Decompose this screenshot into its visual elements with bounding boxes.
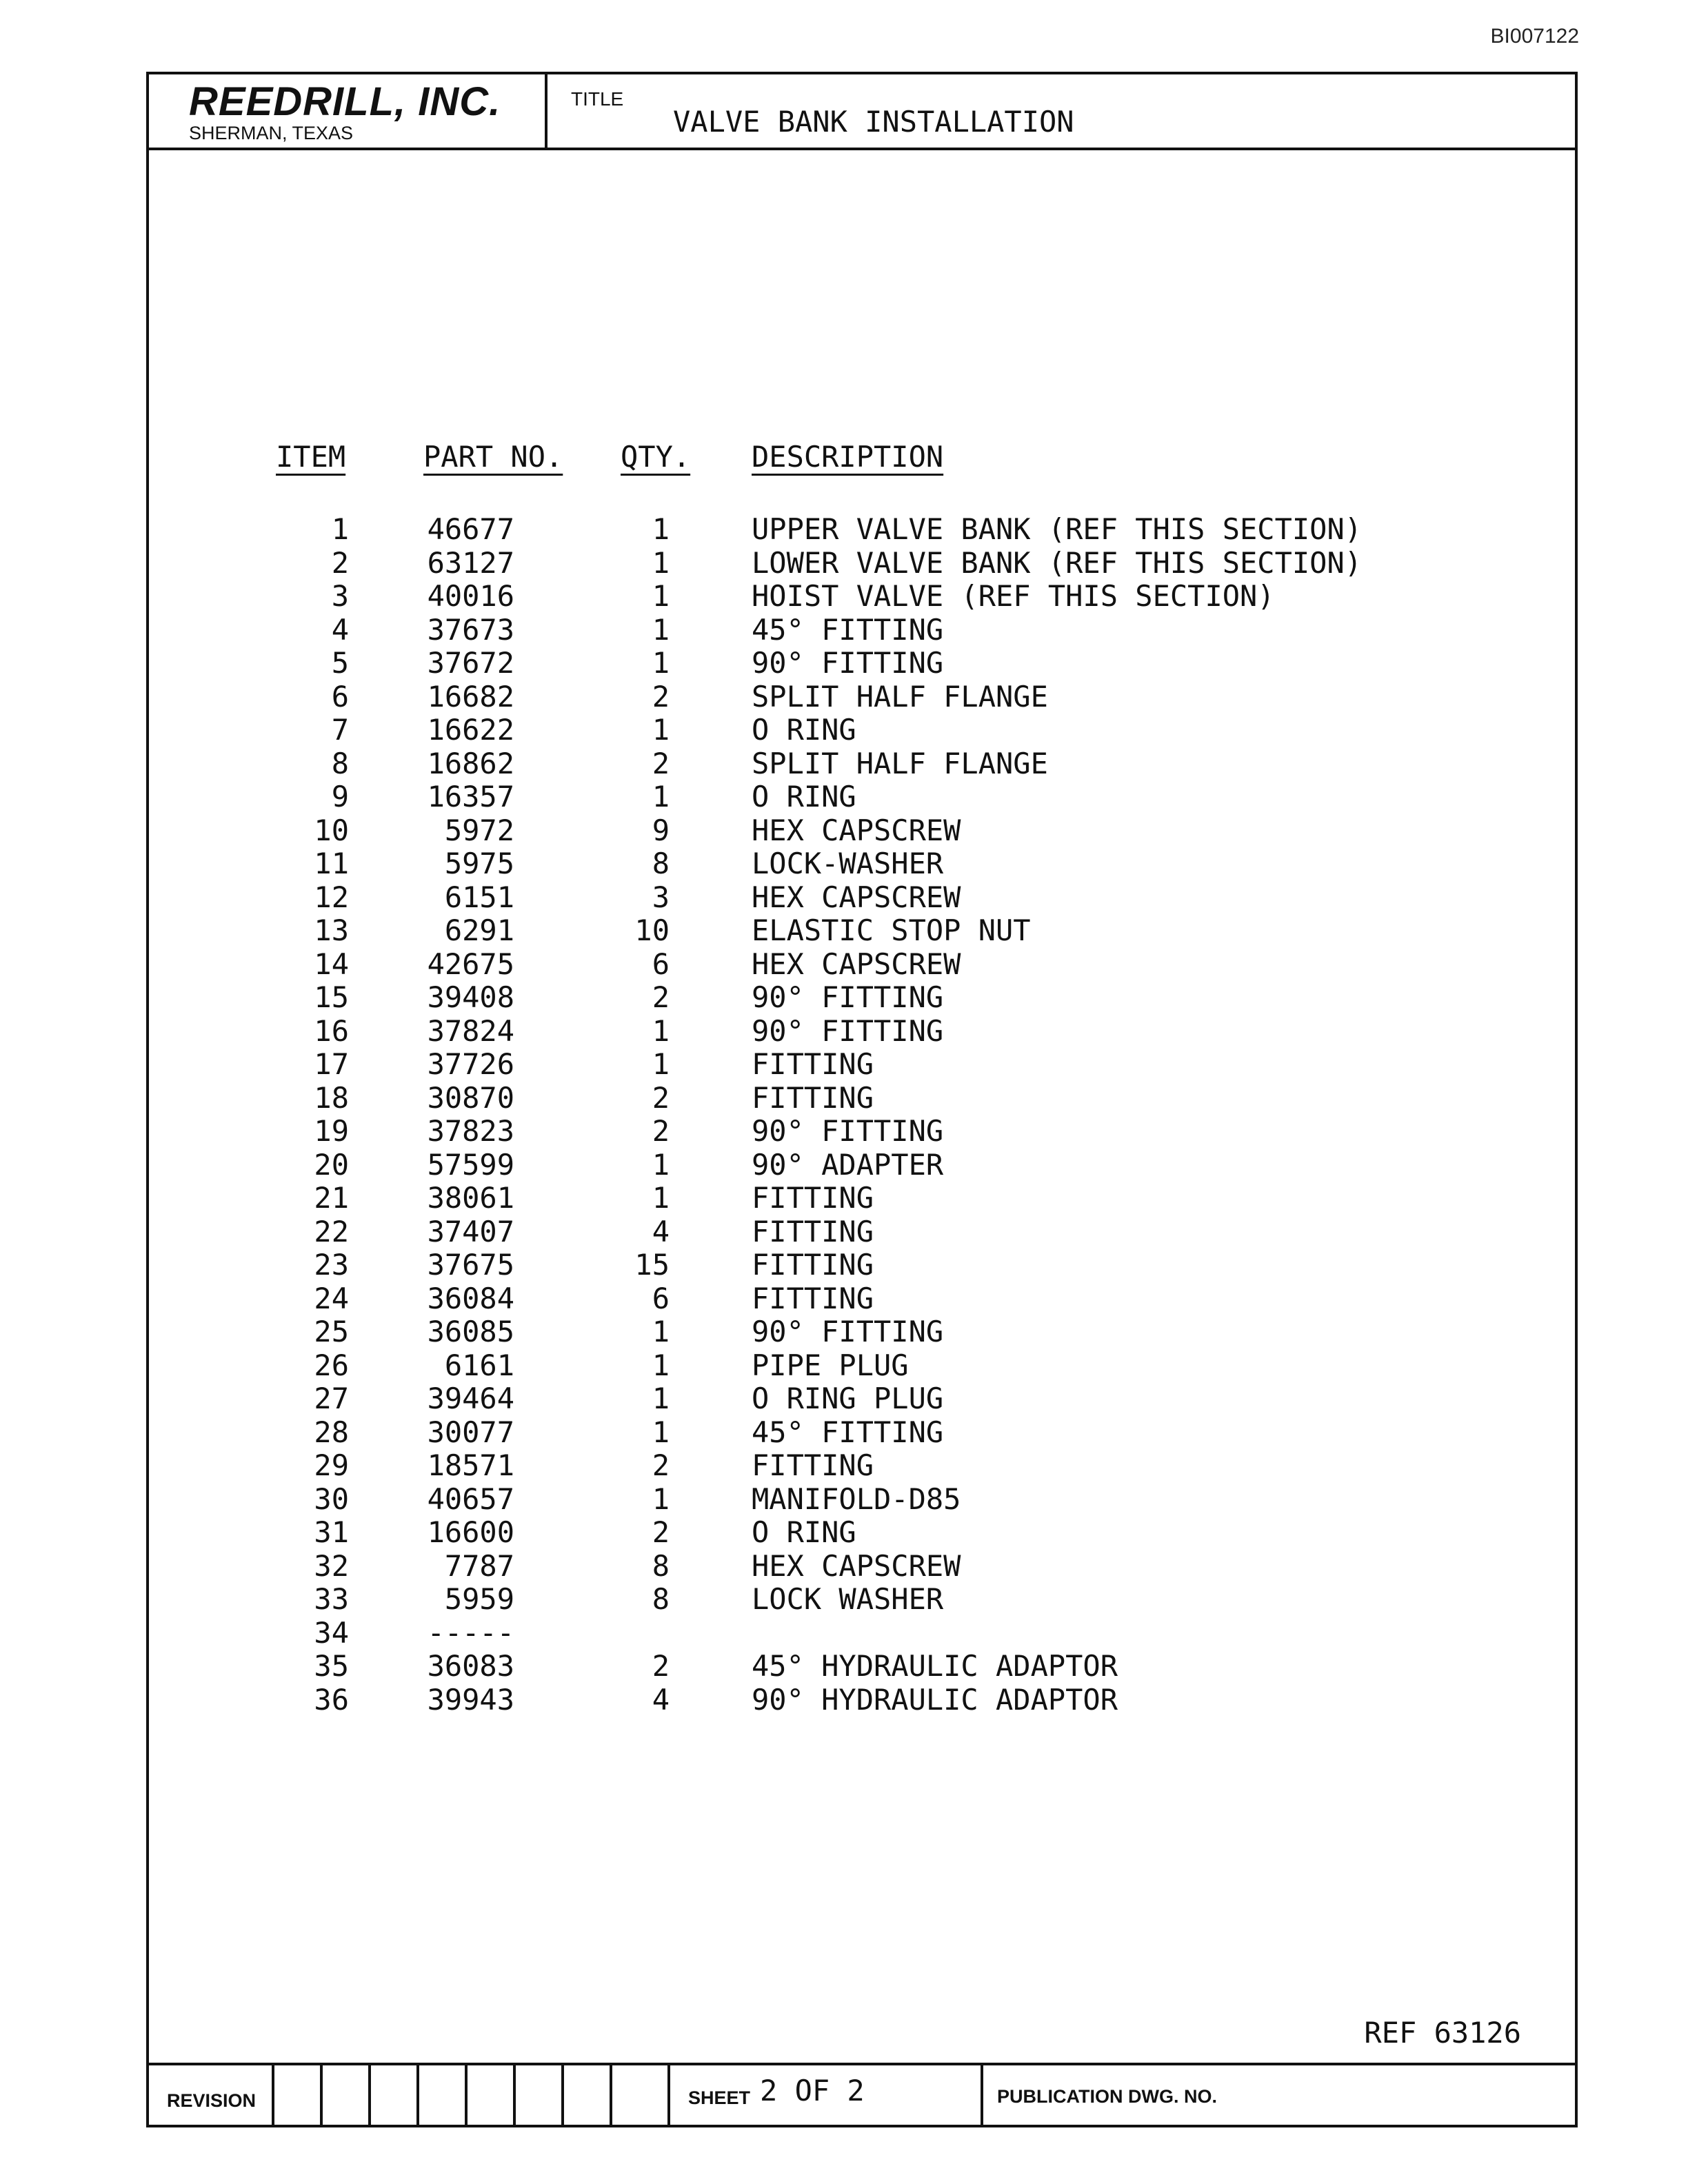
parts-row	[149, 1449, 1575, 1483]
part-number: 37824	[427, 1013, 514, 1048]
parts-row	[149, 647, 1575, 680]
revision-box	[610, 2065, 658, 2125]
item-number: 32	[314, 1548, 349, 1583]
parts-row	[149, 747, 1575, 781]
description: SPLIT HALF FLANGE	[752, 746, 1048, 780]
parts-row	[149, 914, 1575, 948]
item-number: 34	[314, 1615, 349, 1650]
parts-row	[149, 1048, 1575, 1082]
quantity: 1	[652, 579, 670, 613]
revision-box	[513, 2065, 561, 2125]
part-number: 63127	[427, 545, 514, 580]
parts-row	[149, 547, 1575, 580]
parts-row	[149, 680, 1575, 714]
publication-dwg-label: PUBLICATION DWG. NO.	[997, 2086, 1217, 2107]
header-qty: QTY.	[621, 440, 691, 474]
revision-box	[561, 2065, 610, 2125]
quantity: 2	[652, 1649, 670, 1683]
item-number: 26	[314, 1348, 349, 1382]
part-number: 16682	[427, 679, 514, 714]
item-number: 7	[331, 713, 349, 747]
description: HEX CAPSCREW	[752, 813, 961, 847]
item-number: 30	[314, 1482, 349, 1516]
item-number: 12	[314, 880, 349, 914]
item-number: 36	[314, 1682, 349, 1717]
quantity: 1	[652, 1147, 670, 1182]
part-number: 7787	[444, 1548, 514, 1583]
quantity: 2	[652, 1114, 670, 1148]
part-number: 36084	[427, 1281, 514, 1315]
parts-row	[149, 1149, 1575, 1182]
description: FITTING	[752, 1448, 874, 1482]
quantity: 1	[652, 1181, 670, 1215]
part-number: 37672	[427, 646, 514, 680]
description: 45° HYDRAULIC ADAPTOR	[752, 1649, 1118, 1683]
item-number: 18	[314, 1080, 349, 1115]
parts-row	[149, 1082, 1575, 1115]
parts-list	[149, 513, 1575, 1717]
parts-row	[149, 814, 1575, 848]
quantity: 1	[652, 780, 670, 813]
parts-row	[149, 614, 1575, 647]
parts-row	[149, 1382, 1575, 1416]
parts-row	[149, 1583, 1575, 1617]
description: ELASTIC STOP NUT	[752, 913, 1031, 947]
revision-box	[320, 2065, 368, 2125]
part-number: 6151	[444, 880, 514, 914]
description: O RING	[752, 1515, 856, 1549]
item-number: 27	[314, 1382, 349, 1415]
part-number: 5972	[444, 813, 514, 847]
company-name: REEDRILL, INC.	[189, 79, 501, 124]
item-number: 24	[314, 1281, 349, 1315]
description: SPLIT HALF FLANGE	[752, 679, 1048, 714]
part-number: 37407	[427, 1214, 514, 1248]
revision-box	[368, 2065, 416, 2125]
description: 90° HYDRAULIC ADAPTOR	[752, 1682, 1118, 1717]
quantity: 2	[652, 746, 670, 780]
description: MANIFOLD-D85	[752, 1482, 961, 1516]
description: PIPE PLUG	[752, 1348, 909, 1382]
document-title: VALVE BANK INSTALLATION	[673, 105, 1074, 139]
parts-row	[149, 981, 1575, 1015]
parts-row	[149, 1248, 1575, 1282]
title-block	[149, 74, 1575, 150]
item-number: 1	[331, 512, 349, 546]
drawing-frame	[146, 72, 1578, 2127]
item-number: 25	[314, 1315, 349, 1348]
quantity: 6	[652, 947, 670, 981]
description: FITTING	[752, 1080, 874, 1115]
description: O RING	[752, 713, 856, 747]
description: HEX CAPSCREW	[752, 880, 961, 914]
description: 90° FITTING	[752, 1013, 944, 1048]
quantity: 2	[652, 980, 670, 1014]
description: LOWER VALVE BANK (REF THIS SECTION)	[752, 545, 1363, 580]
parts-row	[149, 1315, 1575, 1349]
description: 90° ADAPTER	[752, 1147, 944, 1182]
parts-row	[149, 1550, 1575, 1584]
header-description: DESCRIPTION	[752, 440, 944, 474]
part-number: 18571	[427, 1448, 514, 1482]
quantity: 1	[652, 713, 670, 747]
description: LOCK WASHER	[752, 1582, 944, 1616]
description: HEX CAPSCREW	[752, 947, 961, 981]
quantity: 4	[652, 1214, 670, 1248]
item-number: 5	[331, 646, 349, 680]
item-number: 16	[314, 1013, 349, 1048]
parts-row	[149, 1349, 1575, 1383]
description: FITTING	[752, 1214, 874, 1248]
quantity: 1	[652, 1415, 670, 1449]
quantity: 1	[652, 1348, 670, 1382]
quantity: 4	[652, 1682, 670, 1717]
description: O RING	[752, 780, 856, 813]
header-item: ITEM	[276, 440, 346, 474]
document-id: BI007122	[1490, 25, 1579, 48]
quantity: 6	[652, 1281, 670, 1315]
part-number: 5959	[444, 1582, 514, 1616]
item-number: 20	[314, 1147, 349, 1182]
part-number: 37675	[427, 1248, 514, 1282]
revision-box	[465, 2065, 513, 2125]
item-number: 2	[331, 545, 349, 580]
description: O RING PLUG	[752, 1382, 944, 1415]
part-number: 6291	[444, 913, 514, 947]
sheet-cell	[667, 2065, 983, 2125]
description: FITTING	[752, 1181, 874, 1215]
item-number: 19	[314, 1114, 349, 1148]
parts-row	[149, 1282, 1575, 1316]
item-number: 10	[314, 813, 349, 847]
company-location: SHERMAN, TEXAS	[189, 123, 354, 143]
description: FITTING	[752, 1281, 874, 1315]
parts-row	[149, 780, 1575, 814]
part-number: 57599	[427, 1147, 514, 1182]
quantity: 1	[652, 612, 670, 647]
parts-row	[149, 1650, 1575, 1684]
quantity: 1	[652, 1315, 670, 1348]
item-number: 14	[314, 947, 349, 981]
header-part-no: PART NO.	[423, 440, 563, 474]
description: UPPER VALVE BANK (REF THIS SECTION)	[752, 512, 1363, 546]
parts-row	[149, 1015, 1575, 1049]
quantity: 2	[652, 1080, 670, 1115]
description: HOIST VALVE (REF THIS SECTION)	[752, 579, 1275, 613]
parts-row	[149, 513, 1575, 547]
item-number: 9	[331, 780, 349, 813]
part-number: 6161	[444, 1348, 514, 1382]
reference-number: REF 63126	[1364, 2016, 1521, 2050]
part-number: 16622	[427, 713, 514, 747]
part-number: 37726	[427, 1047, 514, 1081]
quantity: 1	[652, 512, 670, 546]
quantity: 2	[652, 679, 670, 714]
quantity: 3	[652, 880, 670, 914]
part-number: 5975	[444, 847, 514, 880]
description: 90° FITTING	[752, 1114, 944, 1148]
part-number: 37823	[427, 1114, 514, 1148]
part-number: 40016	[427, 579, 514, 613]
description: 45° FITTING	[752, 612, 944, 647]
parts-row	[149, 714, 1575, 747]
part-number: 30870	[427, 1080, 514, 1115]
quantity: 1	[652, 646, 670, 680]
parts-row	[149, 1416, 1575, 1450]
item-number: 6	[331, 679, 349, 714]
part-number: 39943	[427, 1682, 514, 1717]
parts-row	[149, 948, 1575, 982]
part-number: 16600	[427, 1515, 514, 1549]
quantity: 1	[652, 1013, 670, 1048]
item-number: 33	[314, 1582, 349, 1616]
footer-block	[149, 2063, 1575, 2125]
item-number: 21	[314, 1181, 349, 1215]
description: 90° FITTING	[752, 980, 944, 1014]
sheet-value: 2 OF 2	[760, 2074, 865, 2107]
part-number: 16357	[427, 780, 514, 813]
description: 90° FITTING	[752, 1315, 944, 1348]
part-number: 40657	[427, 1482, 514, 1516]
quantity: 1	[652, 545, 670, 580]
part-number: -----	[427, 1615, 514, 1650]
quantity: 8	[652, 1582, 670, 1616]
part-number: 16862	[427, 746, 514, 780]
quantity: 2	[652, 1448, 670, 1482]
quantity: 1	[652, 1482, 670, 1516]
revision-box	[272, 2065, 320, 2125]
quantity: 1	[652, 1382, 670, 1415]
part-number: 38061	[427, 1181, 514, 1215]
description: LOCK-WASHER	[752, 847, 944, 880]
description: FITTING	[752, 1047, 874, 1081]
item-number: 13	[314, 913, 349, 947]
quantity: 8	[652, 1548, 670, 1583]
quantity: 10	[634, 913, 670, 947]
description: HEX CAPSCREW	[752, 1548, 961, 1583]
item-number: 22	[314, 1214, 349, 1248]
revision-label: REVISION	[167, 2090, 257, 2111]
item-number: 35	[314, 1649, 349, 1683]
parts-row	[149, 1684, 1575, 1717]
item-number: 23	[314, 1248, 349, 1282]
revision-box	[416, 2065, 465, 2125]
quantity: 1	[652, 1047, 670, 1081]
part-number: 37673	[427, 612, 514, 647]
parts-row	[149, 1483, 1575, 1517]
parts-row	[149, 1115, 1575, 1149]
quantity: 9	[652, 813, 670, 847]
item-number: 17	[314, 1047, 349, 1081]
item-number: 4	[331, 612, 349, 647]
part-number: 42675	[427, 947, 514, 981]
description: 45° FITTING	[752, 1415, 944, 1449]
quantity: 8	[652, 847, 670, 880]
item-number: 28	[314, 1415, 349, 1449]
description: 90° FITTING	[752, 646, 944, 680]
part-number: 36085	[427, 1315, 514, 1348]
description: FITTING	[752, 1248, 874, 1282]
parts-row	[149, 580, 1575, 614]
parts-row	[149, 847, 1575, 881]
parts-row	[149, 1516, 1575, 1550]
parts-table-header	[149, 440, 1575, 488]
part-number: 36083	[427, 1649, 514, 1683]
sheet-label: SHEET	[688, 2087, 751, 2108]
part-number: 39464	[427, 1382, 514, 1415]
company-cell	[149, 74, 547, 148]
item-number: 15	[314, 980, 349, 1014]
parts-row	[149, 881, 1575, 915]
title-label: TITLE	[571, 88, 624, 110]
parts-row	[149, 1617, 1575, 1650]
part-number: 46677	[427, 512, 514, 546]
item-number: 29	[314, 1448, 349, 1482]
part-number: 39408	[427, 980, 514, 1014]
item-number: 3	[331, 579, 349, 613]
part-number: 30077	[427, 1415, 514, 1449]
item-number: 11	[314, 847, 349, 880]
parts-row	[149, 1215, 1575, 1249]
parts-row	[149, 1182, 1575, 1215]
item-number: 8	[331, 746, 349, 780]
quantity: 2	[652, 1515, 670, 1549]
item-number: 31	[314, 1515, 349, 1549]
quantity: 15	[634, 1248, 670, 1282]
